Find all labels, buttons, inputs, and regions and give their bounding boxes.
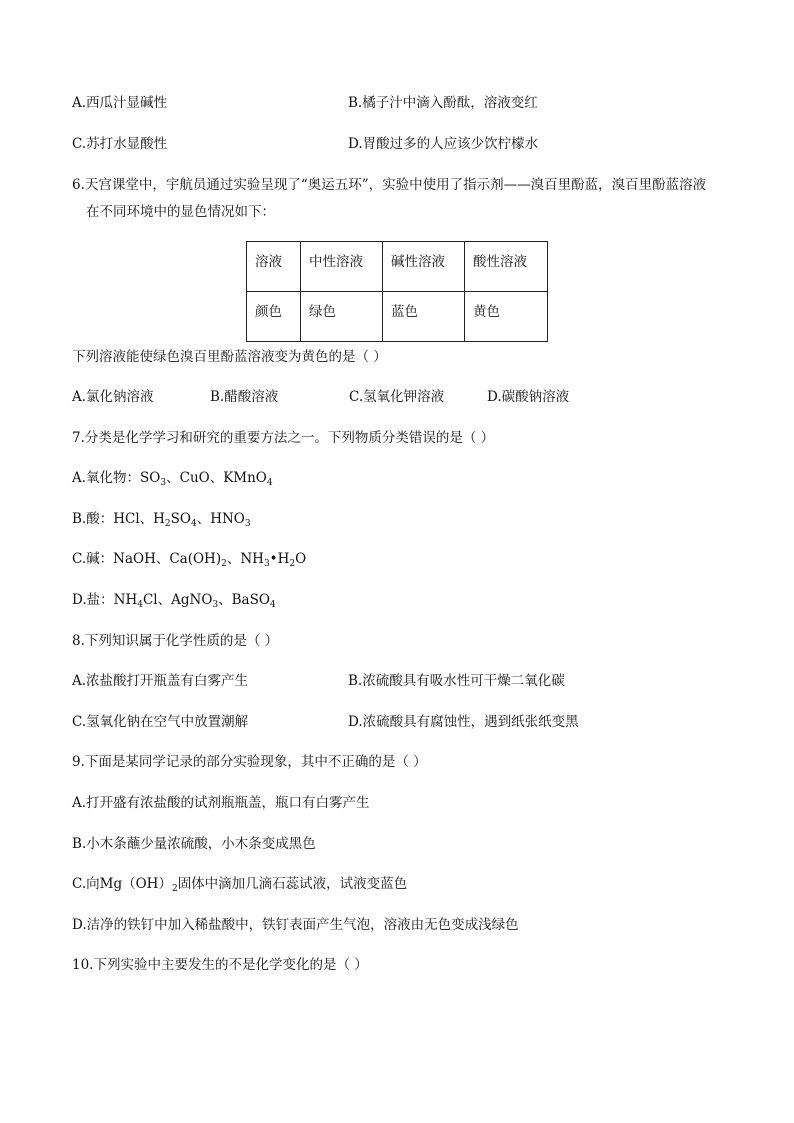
table-cell: 绿色 xyxy=(301,292,383,342)
q6-question: 下列溶液能使绿色溴百里酚蓝溶液变为黄色的是（ ） xyxy=(72,349,387,365)
q8-option-a: A.浓盐酸打开瓶盖有白雾产生 xyxy=(72,673,249,689)
q7-option-b-label: B.酸： xyxy=(72,511,114,527)
q8-option-c: C.氢氧化钠在空气中放置潮解 xyxy=(72,714,249,730)
q9-option-a: A.打开盛有浓盐酸的试剂瓶瓶盖，瓶口有白雾产生 xyxy=(72,795,370,811)
q7-option-d-label: D.盐： xyxy=(72,592,114,608)
q6-option-c: C.氢氧化钾溶液 xyxy=(349,389,445,405)
table-cell: 碱性溶液 xyxy=(383,242,465,292)
q7-option-a-formula: $SO_3$、CuO、KMnO$_4$ xyxy=(140,470,273,488)
table-cell: 黄色 xyxy=(465,292,548,342)
table-row xyxy=(247,292,548,342)
table-cell: 酸性溶液 xyxy=(465,242,548,292)
q7-option-c-label: C.碱： xyxy=(72,551,114,567)
q7-option-a xyxy=(72,469,273,487)
q9-option-b: B.小木条蘸少量浓硫酸，小木条变成黑色 xyxy=(72,836,316,852)
q8-option-b: B.浓硫酸具有吸水性可干燥二氧化碳 xyxy=(348,673,565,689)
q9-stem: 9.下面是某同学记录的部分实验现象，其中不正确的是（ ） xyxy=(72,754,427,770)
q6-stem-line1: 6.天宫课堂中，宇航员通过实验呈现了“奥运五环”，实验中使用了指示剂——溴百里酚蓝，溴百里酚蓝溶液 xyxy=(72,177,707,193)
q7-option-b xyxy=(72,510,251,528)
q7-option-a-label: A.氧化物： xyxy=(72,470,141,486)
q7-stem: 7.分类是化学学习和研究的重要方法之一。下列物质分类错误的是（ ） xyxy=(72,430,495,446)
table-cell: 颜色 xyxy=(247,292,301,342)
q6-option-a: A.氯化钠溶液 xyxy=(72,389,154,405)
q9-option-c: C.向$Mg(OH)_2$固体中滴加几滴石蕊试液，试液变蓝色 xyxy=(72,876,408,894)
q7-option-c-formula: NaOH、$Ca(OH)_2$、$NH_3•H_2O$ xyxy=(113,551,307,569)
q5-option-c: C.苏打水显酸性 xyxy=(72,136,168,152)
q10-stem: 10.下列实验中主要发生的不是化学变化的是（ ） xyxy=(72,957,368,973)
q8-stem: 8.下列知识属于化学性质的是（ ） xyxy=(72,633,279,649)
table-cell: 中性溶液 xyxy=(301,242,383,292)
q6-stem-line2: 在不同环境中的显色情况如下： xyxy=(86,204,275,220)
q7-option-d xyxy=(72,591,276,609)
table-cell: 溶液 xyxy=(247,242,301,292)
q5-option-d: D.胃酸过多的人应该少饮柠檬水 xyxy=(348,136,539,152)
q7-option-c xyxy=(72,550,306,568)
table-cell: 蓝色 xyxy=(383,292,465,342)
q5-option-a: A.西瓜汁显碱性 xyxy=(72,95,168,111)
q6-option-b: B.醋酸溶液 xyxy=(210,389,279,405)
indicator-color-table xyxy=(246,241,548,342)
table-row xyxy=(247,242,548,292)
q5-option-b: B.橘子汁中滴入酚酞，溶液变红 xyxy=(348,95,538,111)
q7-option-b-formula: HCl、$H_2SO_4$、$HNO_3$ xyxy=(113,511,251,529)
q9-option-d: D.洁净的铁钉中加入稀盐酸中，铁钉表面产生气泡，溶液由无色变成浅绿色 xyxy=(72,917,519,933)
q7-option-d-formula: $NH_4Cl$、AgNO$_3$、BaSO$_4$ xyxy=(113,592,276,610)
q8-option-d: D.浓硫酸具有腐蚀性，遇到纸张纸变黑 xyxy=(348,714,579,730)
q6-option-d: D.碳酸钠溶液 xyxy=(487,389,570,405)
